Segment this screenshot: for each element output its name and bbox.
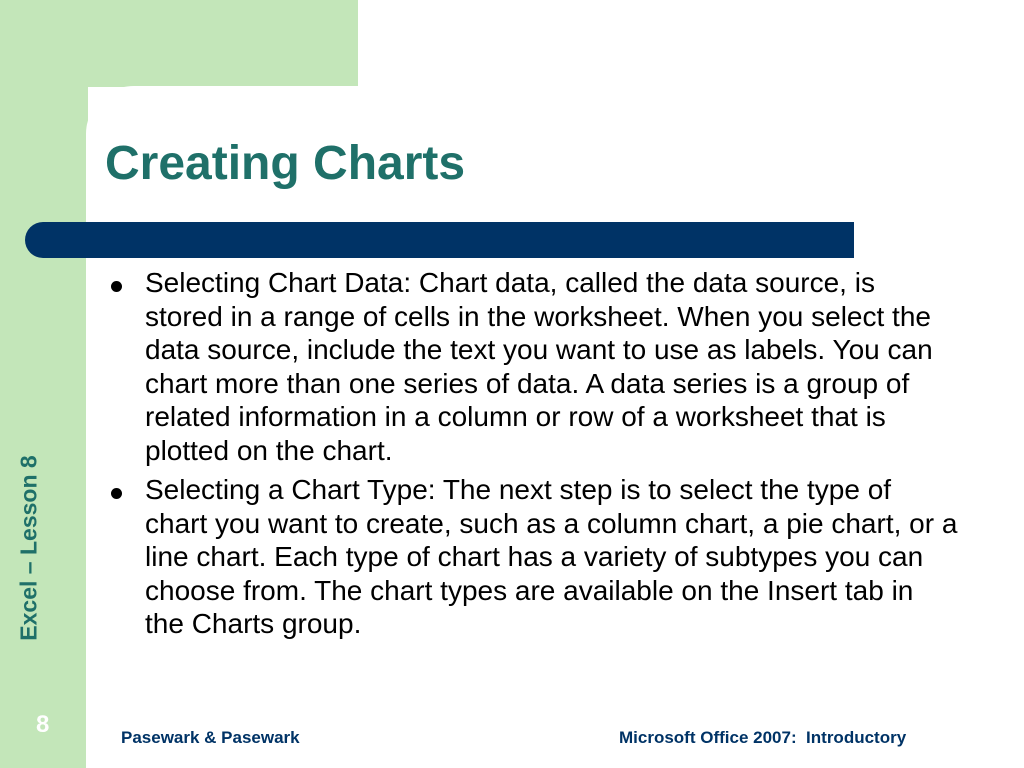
bullet-text: Selecting a Chart Type: The next step is to select the type of chart you want to create, such as a column chart, a pie chart, or a line chart. Each type of chart has a variety of subtypes you can choose from. The chart types are available on the Insert tab in the Charts group. [145,474,958,639]
bullet-item-chart-type [108,473,958,641]
bullet-dot-icon [111,281,122,292]
bullet-dot-icon [111,488,122,499]
page-number: 8 [36,711,50,738]
footer-course: Microsoft Office 2007: Introductory [619,728,907,747]
slide-title: Creating Charts [105,137,466,190]
footer-publisher: Pasewark & Pasewark [121,728,300,747]
sidebar-lesson-label: Excel – Lesson 8 [15,455,42,641]
bullet-item-chart-data [108,266,958,467]
green-background-left [0,0,88,768]
bullet-text: Selecting Chart Data: Chart data, called the data source, is stored in a range of cells in the worksheet. When you select the data source, include the text you want to use as labels. You can chart more than one series of data. A data series is a group of related information in a column or row of a worksheet that is plotted on the chart. [145,267,933,466]
title-underline-bar [25,222,854,258]
bullet-list [108,266,958,647]
